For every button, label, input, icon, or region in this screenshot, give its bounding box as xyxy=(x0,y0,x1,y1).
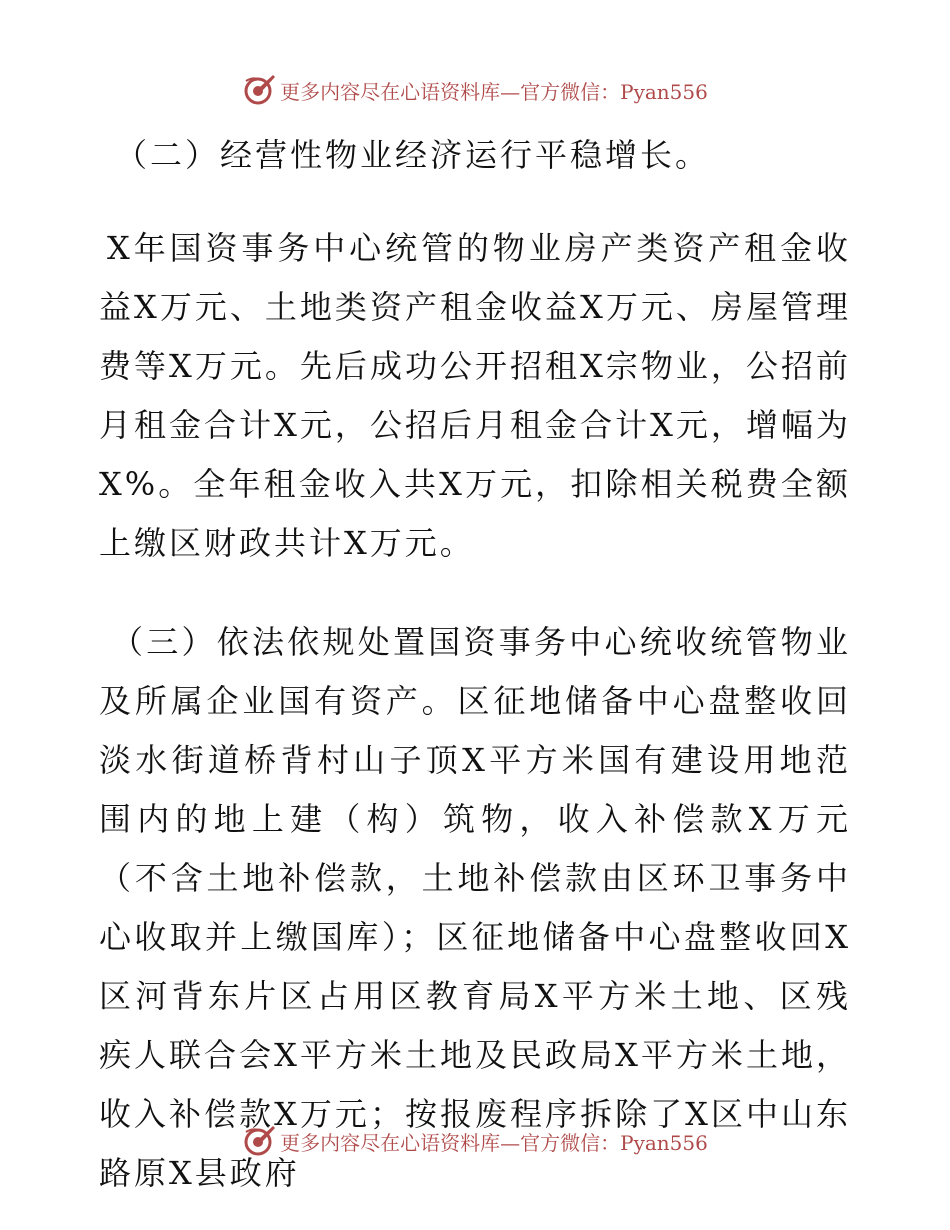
pen-circle-logo-icon xyxy=(242,1124,276,1158)
section-2-heading: （二）经营性物业经济运行平稳增长。 xyxy=(115,136,711,174)
watermark-text: 更多内容尽在心语资料库—官方微信：Pyan556 xyxy=(280,1130,708,1155)
header-watermark xyxy=(0,70,950,110)
section-3-paragraph: （三）依法依规处置国资事务中心统收统管物业及所属企业国有资产。区征地储备中心盘整收回淡水街道桥背村山子顶X平方米国有建设用地范围内的地上建（构）筑物，收入补偿款X万元（不含土地补偿款，土地补偿款由区环卫事务中心收取并上缴国库）；区征地储备中心盘整收回X区河背东片区占用区教育局X平方米土地、区残疾人联合会X平方米土地及民政局X平方米土地，收入补偿款X万元；按报废程序拆除了X区中山东路原X县政府 xyxy=(99,623,851,1192)
section-2-paragraph: X年国资事务中心统管的物业房产类资产租金收益X万元、土地类资产租金收益X万元、房屋管理费等X万元。先后成功公开招租X宗物业，公招前月租金合计X元，公招后月租金合计X元，增幅为X%。全年租金收入共X万元，扣除相关税费全额上缴区财政共计X万元。 xyxy=(99,229,851,562)
document-body xyxy=(99,126,851,1203)
pen-circle-logo-icon xyxy=(242,73,276,107)
footer-watermark xyxy=(0,1121,950,1161)
watermark-text: 更多内容尽在心语资料库—官方微信：Pyan556 xyxy=(280,79,708,104)
